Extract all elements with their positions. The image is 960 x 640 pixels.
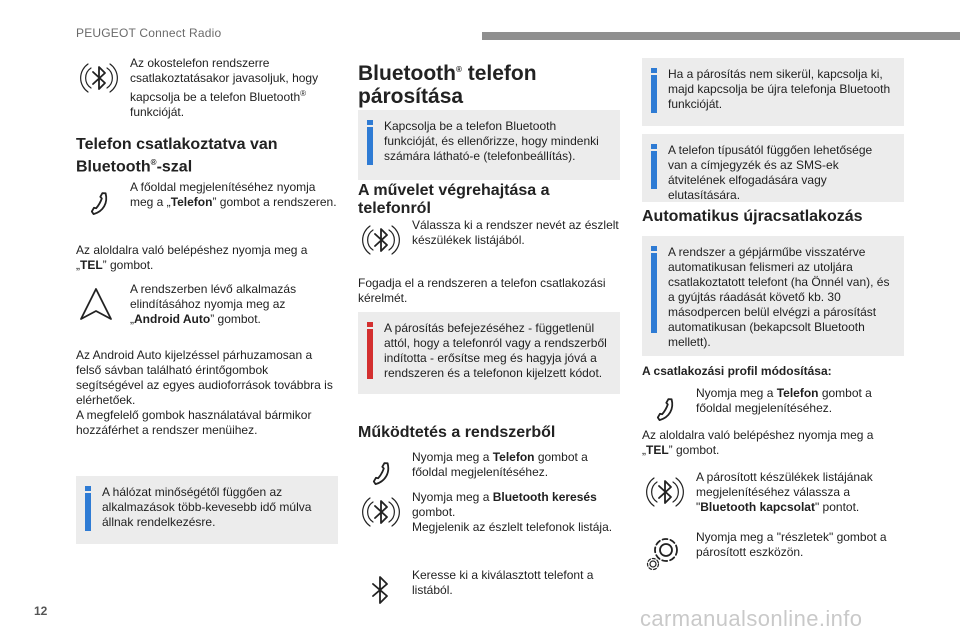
title-registered-mark: ® xyxy=(455,65,462,74)
heading-from-system: Működtetés a rendszerből xyxy=(358,424,556,441)
heading-auto-reconnect: Automatikus újracsatlakozás xyxy=(642,208,863,225)
bluetooth-scan-icon xyxy=(358,490,412,536)
bluetooth-scan-icon xyxy=(642,470,696,516)
subheading-profile: A csatlakozási profil módosítása: xyxy=(642,364,832,378)
info-note-retry: Ha a párosítás nem sikerül, kapcsolja ki, majd kapcsolja be újra telefonja Bluetooth funkcióját. xyxy=(642,58,904,126)
tel-button-label: TEL xyxy=(646,443,669,457)
info-marker xyxy=(651,144,657,189)
bluetooth-icon xyxy=(358,568,412,614)
warning-note-code: A párosítás befejezéséhez - függetlenül attól, hogy a telefonról vagy a rendszerből indította - erősítse meg és hagyja jóvá a rendszeren és a telefonon kijelzett kódot. xyxy=(358,312,620,394)
paragraph-tel: Az aloldalra való belépéshez nyomja meg a „TEL” gombot. xyxy=(76,243,308,272)
settings-gear-icon xyxy=(642,530,696,576)
phone-handset-icon xyxy=(642,386,696,432)
paragraph-accept: Fogadja el a rendszeren a telefon csatlakozási kérelmét. xyxy=(358,276,606,305)
heading-line-1: Telefon csatlakoztatva van xyxy=(76,136,278,153)
warning-marker xyxy=(367,322,373,379)
step-bluetooth-search: Nyomja meg a Bluetooth keresés gombot. Megjelenik az észlelt telefonok listája. xyxy=(358,490,620,536)
step-telefon-button: A főoldal megjelenítéséhez nyomja meg a „Telefon” gombot a rendszeren. xyxy=(76,180,338,226)
info-note-network: A hálózat minőségétől függően az alkalmazások több-kevesebb idő múlva állnak rendelkezésre. xyxy=(76,476,338,544)
intro-end: funkcióját. xyxy=(130,105,185,119)
step-details: Nyomja meg a "részletek" gombot a párosított eszközön. xyxy=(642,530,904,576)
heading-from-phone: A művelet végrehajtása a telefonról xyxy=(358,182,550,217)
info-marker xyxy=(367,120,373,165)
info-note-auto-reconnect: A rendszer a gépjárműbe visszatérve automatikusan felismeri az utoljára csatlakoztatott telefont (ha Önnél van), és a gyújtás ráadását követő kb. 30 másodpercen belül elvégzi a párosítást automatikusan (bekapcsolt Bluetooth mellett). xyxy=(642,236,904,356)
bluetooth-scan-icon xyxy=(358,218,412,264)
header-title: PEUGEOT Connect Radio xyxy=(76,26,222,40)
bluetooth-intro xyxy=(76,56,338,120)
watermark: carmanualsonline.info xyxy=(640,606,863,631)
step-android-auto: A rendszerben lévő alkalmazás elindításához nyomja meg az „Android Auto” gombot. xyxy=(76,282,338,328)
telefon-button-label: Telefon xyxy=(492,450,535,464)
paragraph-tel: Az aloldalra való belépéshez nyomja meg a „TEL” gombot. xyxy=(642,428,874,457)
heading-registered-mark: ® xyxy=(150,158,157,167)
heading-suffix: -szal xyxy=(156,158,193,176)
tel-button-label: TEL xyxy=(80,258,103,272)
info-note-contacts: A telefon típusától függően lehetősége van a címjegyzék és az SMS-ek átvitelének elfogadására vagy elutasítására. xyxy=(642,134,904,202)
bluetooth-scan-icon xyxy=(76,56,130,102)
info-marker xyxy=(85,486,91,531)
step-select-system: Válassza ki a rendszer nevét az észlelt készülékek listájából. xyxy=(358,218,620,264)
intro-text: Az okostelefon rendszerre csatlakoztatásakor javasoljuk, hogy kapcsolja be a telefon Bluetooth xyxy=(130,56,319,104)
info-marker xyxy=(651,246,657,333)
bluetooth-connection-label: Bluetooth kapcsolat xyxy=(700,500,815,514)
header-bar xyxy=(482,32,960,40)
page-number: 12 xyxy=(34,604,48,618)
info-marker xyxy=(651,68,657,113)
step-phone-main: Nyomja meg a Telefon gombot a főoldal megjelenítéséhez. xyxy=(358,450,620,496)
telefon-button-label: Telefon xyxy=(170,195,213,209)
paragraph-menus: A megfelelő gombok használatával bármikor hozzáférhet a rendszer menüihez. xyxy=(76,408,312,437)
step-bluetooth-connection: A párosított készülékek listájának megjelenítéséhez válassza a "Bluetooth kapcsolat" pontot. xyxy=(642,470,904,516)
android-auto-icon xyxy=(76,282,130,328)
heading-line-2: Bluetooth xyxy=(76,158,151,176)
phone-handset-icon xyxy=(76,180,130,226)
android-auto-button-label: Android Auto xyxy=(134,312,211,326)
info-note-visibility: Kapcsolja be a telefon Bluetooth funkcióját, és ellenőrizze, hogy mindenki számára látható-e (telefonbeállítás). xyxy=(358,110,620,180)
step-phone-main: Nyomja meg a Telefon gombot a főoldal megjelenítéséhez. xyxy=(642,386,904,432)
section-title-pairing: Bluetooth® telefon párosítása xyxy=(358,62,537,108)
section-heading-bluetooth xyxy=(76,136,338,176)
step-select-phone: Keresse ki a kiválasztott telefont a listából. xyxy=(358,568,620,614)
paragraph-android-auto: Az Android Auto kijelzéssel párhuzamosan a felső sávban található érintőgombok segítségével az egyes audioforrások továbbra is elérhetőek. xyxy=(76,348,333,407)
registered-mark: ® xyxy=(300,89,307,98)
bluetooth-search-button-label: Bluetooth keresés xyxy=(492,490,597,504)
telefon-button-label: Telefon xyxy=(776,386,819,400)
